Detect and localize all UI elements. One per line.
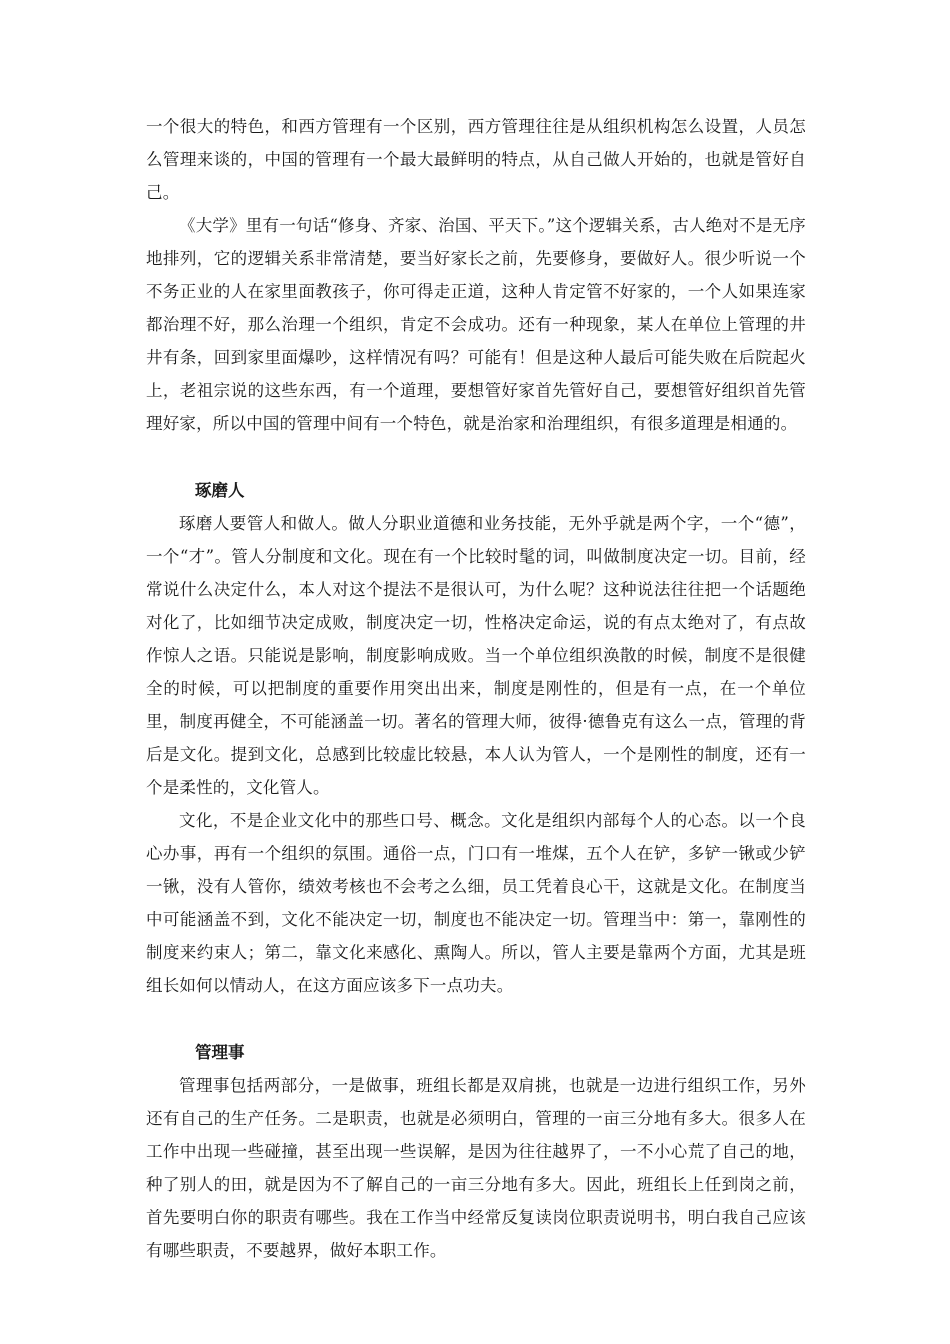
intro-paragraph-1: 一个很大的特色，和西方管理有一个区别，西方管理往往是从组织机构怎么设置，人员怎么管理来谈的，中国的管理有一个最大最鲜明的特点，从自己做人开始的，也就是管好自己。 <box>146 117 806 202</box>
intro-paragraph-2: 《大学》里有一句话“修身、齐家、治国、平天下。”这个逻辑关系，古人绝对不是无序地排列，它的逻辑关系非常清楚，要当好家长之前，先要修身，要做好人。很少听说一个不务正业的人在家里面教孩子，你可得走正道，这种人肯定管不好家的，一个人如果连家都治理不好，那么治理一个组织，肯定不会成功。还有一种现象，某人在单位上管理的井井有条，回到家里面爆吵，这样情况有吗？可能有！但是这种人最后可能失败在后院起火上，老祖宗说的这些东西，有一个道理，要想管好家首先管好自己，要想管好组织首先管理好家，所以中国的管理中间有一个特色，就是治家和治理组织，有很多道理是相通的。 <box>146 216 806 433</box>
zhuomoren-paragraph-2: 文化，不是企业文化中的那些口号、概念。文化是组织内部每个人的心态。以一个良心办事，再有一个组织的氛围。通俗一点，门口有一堆煤，五个人在铲，多铲一锹或少铲一锹，没有人管你，绩效考核也不会考之么细，员工凭着良心干，这就是文化。在制度当中可能涵盖不到，文化不能决定一切，制度也不能决定一切。管理当中：第一，靠刚性的制度来约束人；第二，靠文化来感化、熏陶人。所以，管人主要是靠两个方面，尤其是班组长如何以情动人，在这方面应该多下一点功夫。 <box>146 811 806 995</box>
guanlishi-paragraph-1: 管理事包括两部分，一是做事，班组长都是双肩挑，也就是一边进行组织工作，另外还有自己的生产任务。二是职责，也就是必须明白，管理的一亩三分地有多大。很多人在工作中出现一些碰撞，甚至出现一些误解，是因为往往越界了，一不小心荒了自己的地，种了别人的田，就是因为不了解自己的一亩三分地有多大。因此，班组长上任到岗之前，首先要明白你的职责有哪些。我在工作当中经常反复读岗位职责说明书，明白我自己应该有哪些职责，不要越界，做好本职工作。 <box>146 1076 806 1260</box>
document-page <box>146 110 806 1267</box>
zhuomoren-paragraph-1: 琢磨人要管人和做人。做人分职业道德和业务技能，无外乎就是两个字，一个“德”，一个“才”。管人分制度和文化。现在有一个比较时髦的词，叫做制度决定一切。目前，经常说什么决定什么，本人对这个提法不是很认可，为什么呢？这种说法往往把一个话题绝对化了，比如细节决定成败，制度决定一切，性格决定命运，说的有点太绝对了，有点故作惊人之语。只能说是影响，制度影响成败。当一个单位组织涣散的时候，制度不是很健全的时候，可以把制度的重要作用突出出来，制度是刚性的，但是有一点，在一个单位里，制度再健全，不可能涵盖一切。著名的管理大师，彼得·德鲁克有这么一点，管理的背后是文化。提到文化，总感到比较虚比较悬，本人认为管人，一个是刚性的制度，还有一个是柔性的，文化管人。 <box>146 514 806 797</box>
section-spacer <box>146 440 806 474</box>
section-heading-guanlishi: 管理事 <box>195 1043 245 1062</box>
section-spacer <box>146 1002 806 1036</box>
section-heading-zhuomoren: 琢磨人 <box>195 481 245 500</box>
